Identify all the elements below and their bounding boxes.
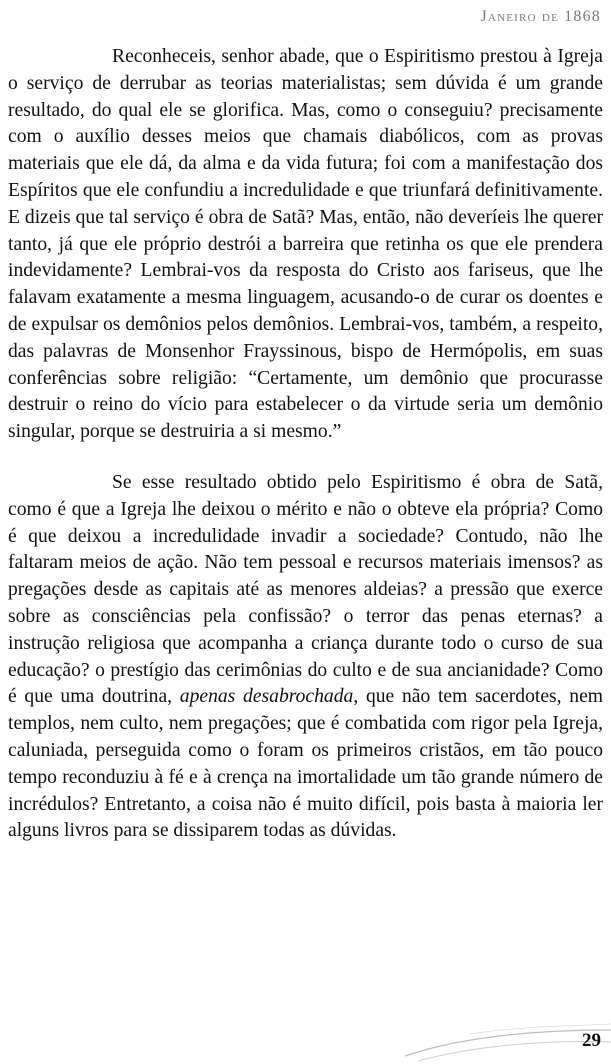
paragraph-1: Reconheceis, senhor abade, que o Espiritismo prestou à Igreja o serviço de derrubar as teorias materialistas; sem dúvida é um grande resultado, do qual ele se glorifica. Mas, como o conseguiu? precisamente com o auxílio desses meios que chamais diabólicos, com as provas materiais que ele dá, da alma e da vida futura; foi com a manifestação dos Espíritos que ele confundiu a incredulidade e que triunfará definitivamente. E dizeis que tal serviço é obra de Satã? Mas, então, não deveríeis lhe querer tanto, já que ele próprio destrói a barreira que retinha os que ele prendera indevidamente? Lembrai-vos da resposta do Cristo aos fariseus, que lhe falavam exatamente a mesma linguagem, acusando-o de curar os doentes e de expulsar os demônios pelos demônios. Lembrai-vos, também, a respeito, das palavras de Monsenhor Frayssinous, bispo de Hermópolis, em suas conferências sobre religião: “Certamente, um demônio que procurasse destruir o reino do vício para estabelecer o da virtude seria um demônio singular, porque se destruiria a si mesmo.” (8, 46, 603, 443)
paragraph-2-italic-phrase: apenas desabrochada (179, 686, 354, 708)
page-body (8, 44, 603, 845)
footer-swoosh-ornament (0, 1004, 611, 1064)
page-number: 29 (582, 1030, 601, 1051)
paragraph-2-text-start: Se esse resultado obtido pelo Espiritismo é obra de Satã, como é que a Igreja lhe deixou o mérito e não o obteve ela própria? Como é que deixou a incredulidade invadir a sociedade? Contudo, não lhe faltaram meios de ação. Não tem pessoal e recursos materiais imensos? as pregações desde as capitais até as menores aldeias? a pressão que exerce sobre as consciências pela confissão? o terror das penas eternas? a instrução religiosa que acompanha a criança durante todo o curso de sua educação? o prestígio das cerimônias do culto e de sua ancianidade? Como é que uma doutrina, (8, 471, 603, 708)
running-head: Janeiro de 1868 (480, 8, 601, 25)
paragraph-2 (8, 470, 603, 845)
paragraph-2-text-end: , que não tem sacerdotes, nem templos, nem culto, nem pregações; que é combatida com rigor pela Igreja, caluniada, perseguida como o foram os primeiros cristãos, em tão pouco tempo reconduziu à fé e à crença na imortalidade um tão grande número de incrédulos? Entretanto, a coisa não é muito difícil, pois basta à maioria ler alguns livros para se dissiparem todas as dúvidas. (8, 686, 604, 842)
swoosh-curve-upper (405, 1030, 611, 1056)
